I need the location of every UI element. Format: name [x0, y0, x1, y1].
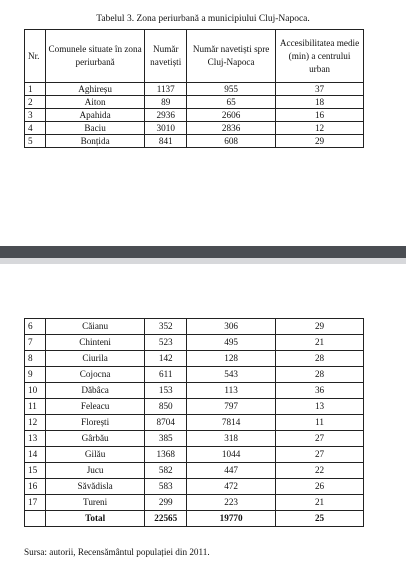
- cell-commune: Dăbâca: [45, 383, 144, 399]
- cell-commune: Jucu: [45, 463, 144, 479]
- commuters-table-part-2: [24, 318, 364, 527]
- commuters-table-part-1: [24, 29, 364, 148]
- table-row: [25, 383, 364, 399]
- cell-commuters: 142: [145, 351, 187, 367]
- cell-total-access: 25: [276, 511, 364, 527]
- cell-to-cluj: 472: [187, 479, 276, 495]
- cell-to-cluj: 306: [187, 319, 276, 335]
- header-accessibility: Accesibilitatea medie (min) a centrului urban: [276, 30, 364, 83]
- cell-total-commuters: 22565: [145, 511, 187, 527]
- cell-commuters: 153: [145, 383, 187, 399]
- cell-commune: Apahida: [45, 109, 144, 122]
- cell-commune: Baciu: [45, 122, 144, 135]
- cell-commune: Cojocna: [45, 367, 144, 383]
- cell-commuters: 89: [145, 96, 187, 109]
- source-note: Sursa: autorii, Recensământul populației din 2011.: [24, 547, 210, 557]
- cell-access: 27: [276, 447, 364, 463]
- cell-to-cluj: 128: [187, 351, 276, 367]
- table-row: [25, 447, 364, 463]
- cell-nr-empty: [25, 511, 46, 527]
- cell-commune: Gilău: [45, 447, 144, 463]
- cell-nr: 5: [25, 135, 46, 148]
- cell-access: 28: [276, 351, 364, 367]
- table-row: [25, 479, 364, 495]
- cell-access: 26: [276, 479, 364, 495]
- table-row: [25, 431, 364, 447]
- header-commune: Comunele situate în zona periurbană: [45, 30, 144, 83]
- cell-nr: 7: [25, 335, 46, 351]
- table-row: [25, 109, 364, 122]
- table-row: [25, 319, 364, 335]
- cell-commune: Aghireșu: [45, 83, 144, 96]
- cell-commuters: 8704: [145, 415, 187, 431]
- cell-access: 12: [276, 122, 364, 135]
- cell-to-cluj: 447: [187, 463, 276, 479]
- table-total-row: [25, 511, 364, 527]
- cell-commuters: 2936: [145, 109, 187, 122]
- header-commuters: Număr navetiști: [145, 30, 187, 83]
- cell-access: 21: [276, 495, 364, 511]
- cell-commuters: 385: [145, 431, 187, 447]
- header-nr: Nr.: [25, 30, 46, 83]
- cell-to-cluj: 955: [187, 83, 276, 96]
- cell-commuters: 582: [145, 463, 187, 479]
- cell-to-cluj: 543: [187, 367, 276, 383]
- cell-access: 22: [276, 463, 364, 479]
- table-caption: Tabelul 3. Zona periurbană a municipiului Cluj-Napoca.: [96, 14, 310, 24]
- cell-to-cluj: 797: [187, 399, 276, 415]
- cell-commuters: 583: [145, 479, 187, 495]
- cell-commuters: 850: [145, 399, 187, 415]
- cell-nr: 2: [25, 96, 46, 109]
- table-row: [25, 135, 364, 148]
- table-row: [25, 122, 364, 135]
- cell-to-cluj: 2836: [187, 122, 276, 135]
- cell-access: 29: [276, 319, 364, 335]
- cell-nr: 10: [25, 383, 46, 399]
- table-row: [25, 399, 364, 415]
- cell-access: 11: [276, 415, 364, 431]
- cell-access: 18: [276, 96, 364, 109]
- cell-access: 28: [276, 367, 364, 383]
- cell-to-cluj: 113: [187, 383, 276, 399]
- cell-commuters: 1368: [145, 447, 187, 463]
- table-row: [25, 367, 364, 383]
- cell-commuters: 299: [145, 495, 187, 511]
- cell-access: 16: [276, 109, 364, 122]
- cell-nr: 1: [25, 83, 46, 96]
- table-row: [25, 83, 364, 96]
- header-commuters-to-cluj: Număr navetiști spre Cluj-Napoca: [187, 30, 276, 83]
- cell-to-cluj: 7814: [187, 415, 276, 431]
- cell-nr: 6: [25, 319, 46, 335]
- cell-access: 21: [276, 335, 364, 351]
- page-separator: [0, 246, 406, 258]
- cell-to-cluj: 65: [187, 96, 276, 109]
- cell-commune: Tureni: [45, 495, 144, 511]
- cell-total-to-cluj: 19770: [187, 511, 276, 527]
- cell-commune: Aiton: [45, 96, 144, 109]
- table-row: [25, 96, 364, 109]
- cell-nr: 9: [25, 367, 46, 383]
- table-row: [25, 415, 364, 431]
- cell-total-label: Total: [45, 511, 144, 527]
- cell-commune: Bonțida: [45, 135, 144, 148]
- cell-commuters: 611: [145, 367, 187, 383]
- cell-nr: 11: [25, 399, 46, 415]
- cell-nr: 16: [25, 479, 46, 495]
- table-header-row: [25, 30, 364, 83]
- cell-to-cluj: 608: [187, 135, 276, 148]
- cell-commune: Feleacu: [45, 399, 144, 415]
- cell-to-cluj: 2606: [187, 109, 276, 122]
- cell-access: 37: [276, 83, 364, 96]
- cell-commune: Gârbău: [45, 431, 144, 447]
- cell-nr: 3: [25, 109, 46, 122]
- cell-nr: 14: [25, 447, 46, 463]
- cell-commuters: 352: [145, 319, 187, 335]
- cell-commune: Ciurila: [45, 351, 144, 367]
- cell-commune: Săvădisla: [45, 479, 144, 495]
- cell-access: 36: [276, 383, 364, 399]
- cell-nr: 17: [25, 495, 46, 511]
- cell-nr: 8: [25, 351, 46, 367]
- cell-nr: 13: [25, 431, 46, 447]
- cell-commuters: 3010: [145, 122, 187, 135]
- table-row: [25, 351, 364, 367]
- cell-commuters: 523: [145, 335, 187, 351]
- cell-commune: Chinteni: [45, 335, 144, 351]
- cell-nr: 15: [25, 463, 46, 479]
- cell-commune: Florești: [45, 415, 144, 431]
- table-row: [25, 495, 364, 511]
- cell-to-cluj: 223: [187, 495, 276, 511]
- cell-commune: Căianu: [45, 319, 144, 335]
- cell-commuters: 841: [145, 135, 187, 148]
- cell-to-cluj: 318: [187, 431, 276, 447]
- cell-nr: 12: [25, 415, 46, 431]
- cell-to-cluj: 495: [187, 335, 276, 351]
- cell-access: 27: [276, 431, 364, 447]
- document-page-1: [0, 0, 406, 246]
- table-row: [25, 335, 364, 351]
- cell-access: 13: [276, 399, 364, 415]
- table-row: [25, 463, 364, 479]
- cell-nr: 4: [25, 122, 46, 135]
- cell-commuters: 1137: [145, 83, 187, 96]
- cell-access: 29: [276, 135, 364, 148]
- cell-to-cluj: 1044: [187, 447, 276, 463]
